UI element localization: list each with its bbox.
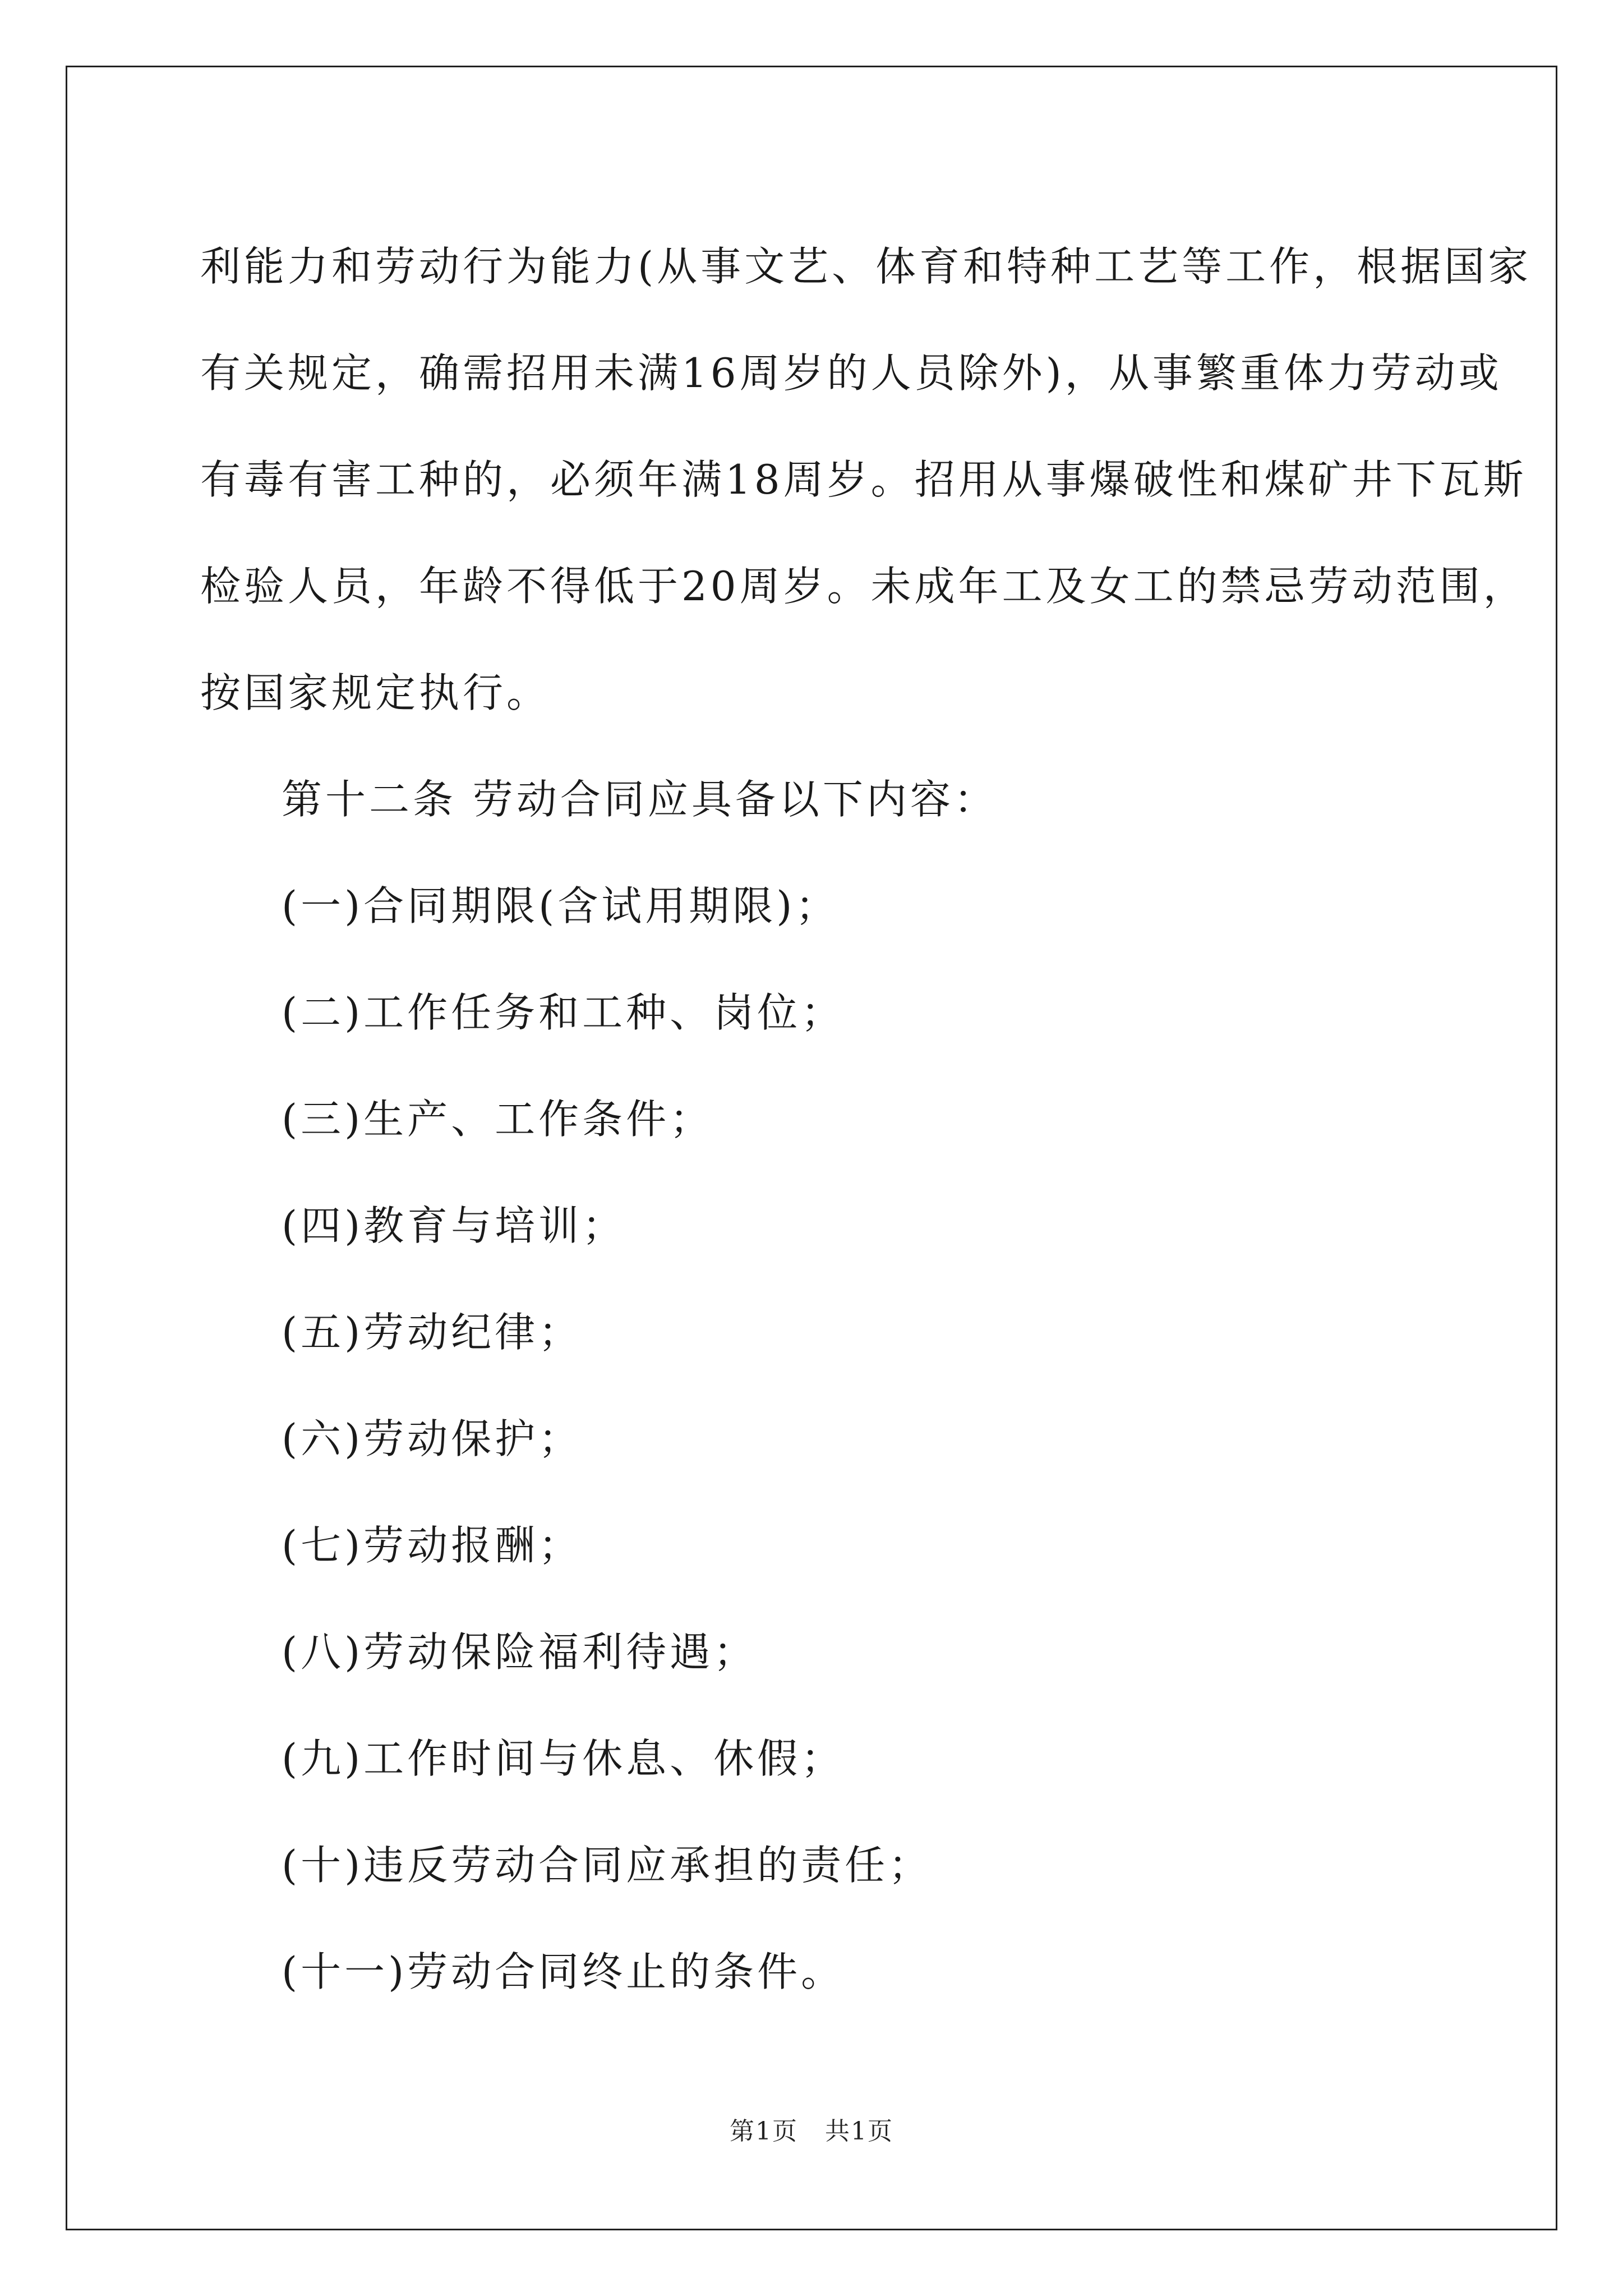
list-item: (五)劳动纪律； xyxy=(282,1309,583,1356)
intro-line: 按国家规定执行。 xyxy=(200,669,551,716)
article-heading: 第十二条 劳动合同应具备以下内容： xyxy=(282,776,998,823)
document-body xyxy=(200,213,1532,2025)
list-item: (九)工作时间与休息、休假； xyxy=(282,1735,845,1782)
list-item: (八)劳动保险福利待遇； xyxy=(282,1628,758,1676)
intro-line: 有关规定，确需招用未满16周岁的人员除外)，从事繁重体力劳动或 xyxy=(200,349,1502,397)
list-item: (十一)劳动合同终止的条件。 xyxy=(282,1948,845,1995)
list-item: (一)合同期限(含试用期限)； xyxy=(282,882,840,930)
list-item: (四)教育与培训； xyxy=(282,1202,626,1249)
intro-line: 检验人员，年龄不得低于20周岁。未成年工及女工的禁忌劳动范围， xyxy=(200,563,1527,610)
intro-line: 有毒有害工种的，必须年满18周岁。招用从事爆破性和煤矿井下瓦斯 xyxy=(200,456,1527,503)
list-item: (六)劳动保护； xyxy=(282,1415,583,1462)
list-item: (七)劳动报酬； xyxy=(282,1522,583,1569)
intro-line: 利能力和劳动行为能力(从事文艺、体育和特种工艺等工作，根据国家 xyxy=(200,243,1532,290)
list-item: (二)工作任务和工种、岗位； xyxy=(282,989,845,1036)
list-item: (十)违反劳动合同应承担的责任； xyxy=(282,1842,933,1889)
page-footer: 第1页 共1页 xyxy=(730,2117,893,2146)
list-item: (三)生产、工作条件； xyxy=(282,1096,714,1143)
